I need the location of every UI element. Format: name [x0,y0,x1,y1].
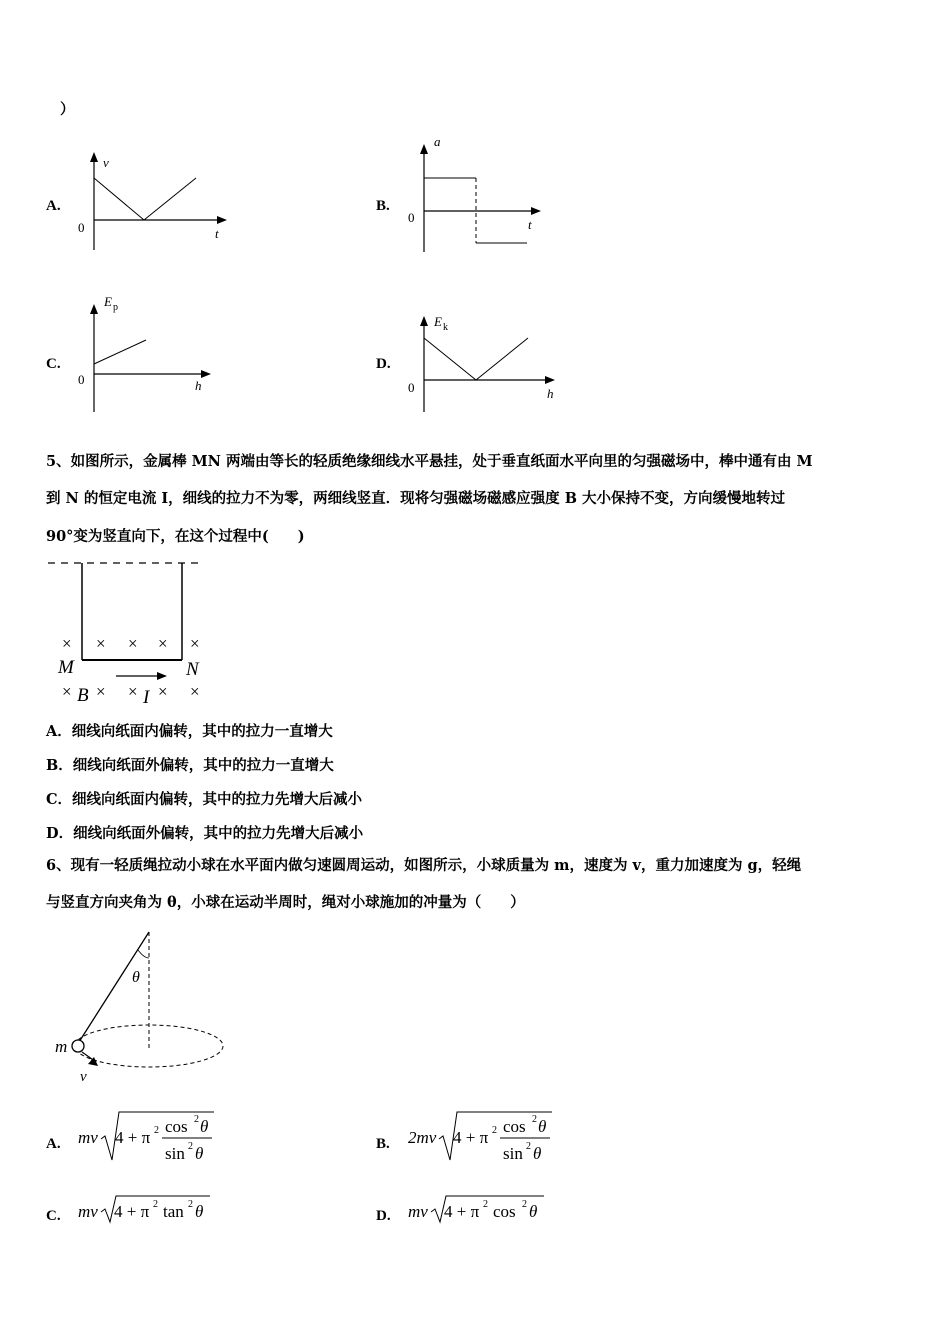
q4-option-b-letter: B. [376,198,390,214]
x-label: t [528,217,532,232]
svg-text:cos: cos [165,1117,188,1136]
svg-text:2: 2 [153,1199,158,1210]
y-arrow [90,304,98,314]
svg-text:cos: cos [493,1202,516,1221]
svg-text:×: × [128,634,138,653]
svg-text:×: × [96,682,106,701]
svg-text:4 + π: 4 + π [444,1202,480,1221]
q5-stem-line1: 5、如图所示，金属棒 MN 两端由等长的轻质绝缘细线水平悬挂，处于垂直纸面水平向里的匀强磁场中，棒中通有由 M [46,453,813,470]
ek-line [424,338,528,380]
q4-option-d-letter: D. [376,356,391,372]
y-label: E [104,294,112,309]
svg-text:2: 2 [532,1114,537,1125]
y-label: E [434,314,442,329]
q4-option-c-letter: C. [46,356,61,372]
q5-option-a: A．细线向纸面内偏转，其中的拉力一直增大 [46,723,333,740]
q6-option-b-formula [404,1108,574,1168]
svg-text:×: × [158,682,168,701]
svg-text:2: 2 [492,1125,497,1136]
q4-option-a-letter: A. [46,198,61,214]
svg-text:×: × [190,634,200,653]
svg-text:mv: mv [78,1128,98,1147]
svg-text:2: 2 [154,1125,159,1136]
svg-text:4 + π: 4 + π [115,1128,151,1147]
x-label: h [195,378,202,393]
theta-arc [138,950,149,958]
svg-text:×: × [128,682,138,701]
q5-stem-line3: 90°变为竖直向下，在这个过程中( ) [46,528,305,545]
x-arrow [531,207,541,215]
x-arrow [201,370,211,378]
q6-option-b-letter: B. [376,1136,390,1152]
label-m: M [58,657,74,678]
q6-option-a-formula [74,1108,234,1168]
svg-text:θ: θ [533,1144,542,1163]
svg-text:2: 2 [188,1141,193,1152]
origin: 0 [408,210,415,225]
svg-text:×: × [158,634,168,653]
svg-text:2: 2 [522,1199,527,1210]
v-line [94,178,196,220]
q6-option-a-letter: A. [46,1136,61,1152]
svg-text:sin: sin [503,1144,523,1163]
svg-text:2: 2 [194,1114,199,1125]
q5-stem-line2: 到 N 的恒定电流 I，细线的拉力不为零，两细线竖直．现将匀强磁场磁感应强度 B 大小保持不变，方向缓慢地转过 [46,490,786,507]
svg-text:tan: tan [163,1202,184,1221]
ball [72,1040,84,1052]
svg-text:×: × [62,682,72,701]
svg-text:θ: θ [195,1144,204,1163]
y-arrow [420,316,428,326]
label-b: B [77,685,89,706]
q6-stem-line2: 与竖直方向夹角为 θ，小球在运动半周时，绳对小球施加的冲量为（ ） [46,894,525,911]
q5-figure [44,555,224,710]
q4-graph-b [400,130,560,260]
current-arrowhead [157,672,167,680]
x-label: h [547,386,554,401]
svg-text:×: × [96,634,106,653]
origin: 0 [78,220,85,235]
q5-option-c: C．细线向纸面内偏转，其中的拉力先增大后减小 [46,791,363,808]
x-arrow [545,376,555,384]
y-sub: k [443,322,448,333]
svg-text:mv: mv [408,1202,428,1221]
q4-closing-paren: ） [60,101,75,118]
svg-text:cos: cos [503,1117,526,1136]
label-m: m [55,1037,68,1056]
svg-text:θ: θ [529,1202,538,1221]
x-label: t [215,226,219,241]
origin: 0 [78,372,85,387]
q5-option-d: D．细线向纸面外偏转，其中的拉力先增大后减小 [46,825,364,842]
svg-text:4 + π: 4 + π [453,1128,489,1147]
svg-text:2: 2 [483,1199,488,1210]
y-label: a [434,134,441,149]
label-v: v [80,1069,87,1085]
svg-text:θ: θ [195,1202,204,1221]
svg-text:θ: θ [538,1117,547,1136]
q6-stem-line1: 6、现有一轻质绳拉动小球在水平面内做匀速圆周运动，如图所示，小球质量为 m，速度为 v，重力加速度为 g，轻绳 [46,857,802,874]
y-arrow [90,152,98,162]
q6-option-d-formula [404,1192,564,1228]
rope [79,932,149,1042]
q4-graph-d [400,306,570,416]
svg-text:2mv: 2mv [408,1128,437,1147]
svg-text:×: × [190,682,200,701]
origin: 0 [408,380,415,395]
q6-option-d-letter: D. [376,1208,391,1224]
ep-line [94,340,146,364]
svg-text:sin: sin [165,1144,185,1163]
y-sub: p [113,302,118,313]
q6-option-c-formula [74,1192,234,1228]
q4-graph-a [70,150,240,260]
svg-text:mv: mv [78,1202,98,1221]
q6-option-c-letter: C. [46,1208,61,1224]
svg-text:θ: θ [200,1117,209,1136]
q6-figure [50,928,240,1088]
svg-text:2: 2 [188,1199,193,1210]
label-i: I [143,687,150,708]
q5-option-b: B．细线向纸面外偏转，其中的拉力一直增大 [46,757,334,774]
label-n: N [186,659,199,680]
y-arrow [420,144,428,154]
label-theta: θ [132,969,140,986]
y-label: v [103,155,109,170]
q4-graph-c [70,292,230,417]
svg-text:×: × [62,634,72,653]
svg-text:4 + π: 4 + π [114,1202,150,1221]
svg-text:2: 2 [526,1141,531,1152]
x-arrow [217,216,227,224]
